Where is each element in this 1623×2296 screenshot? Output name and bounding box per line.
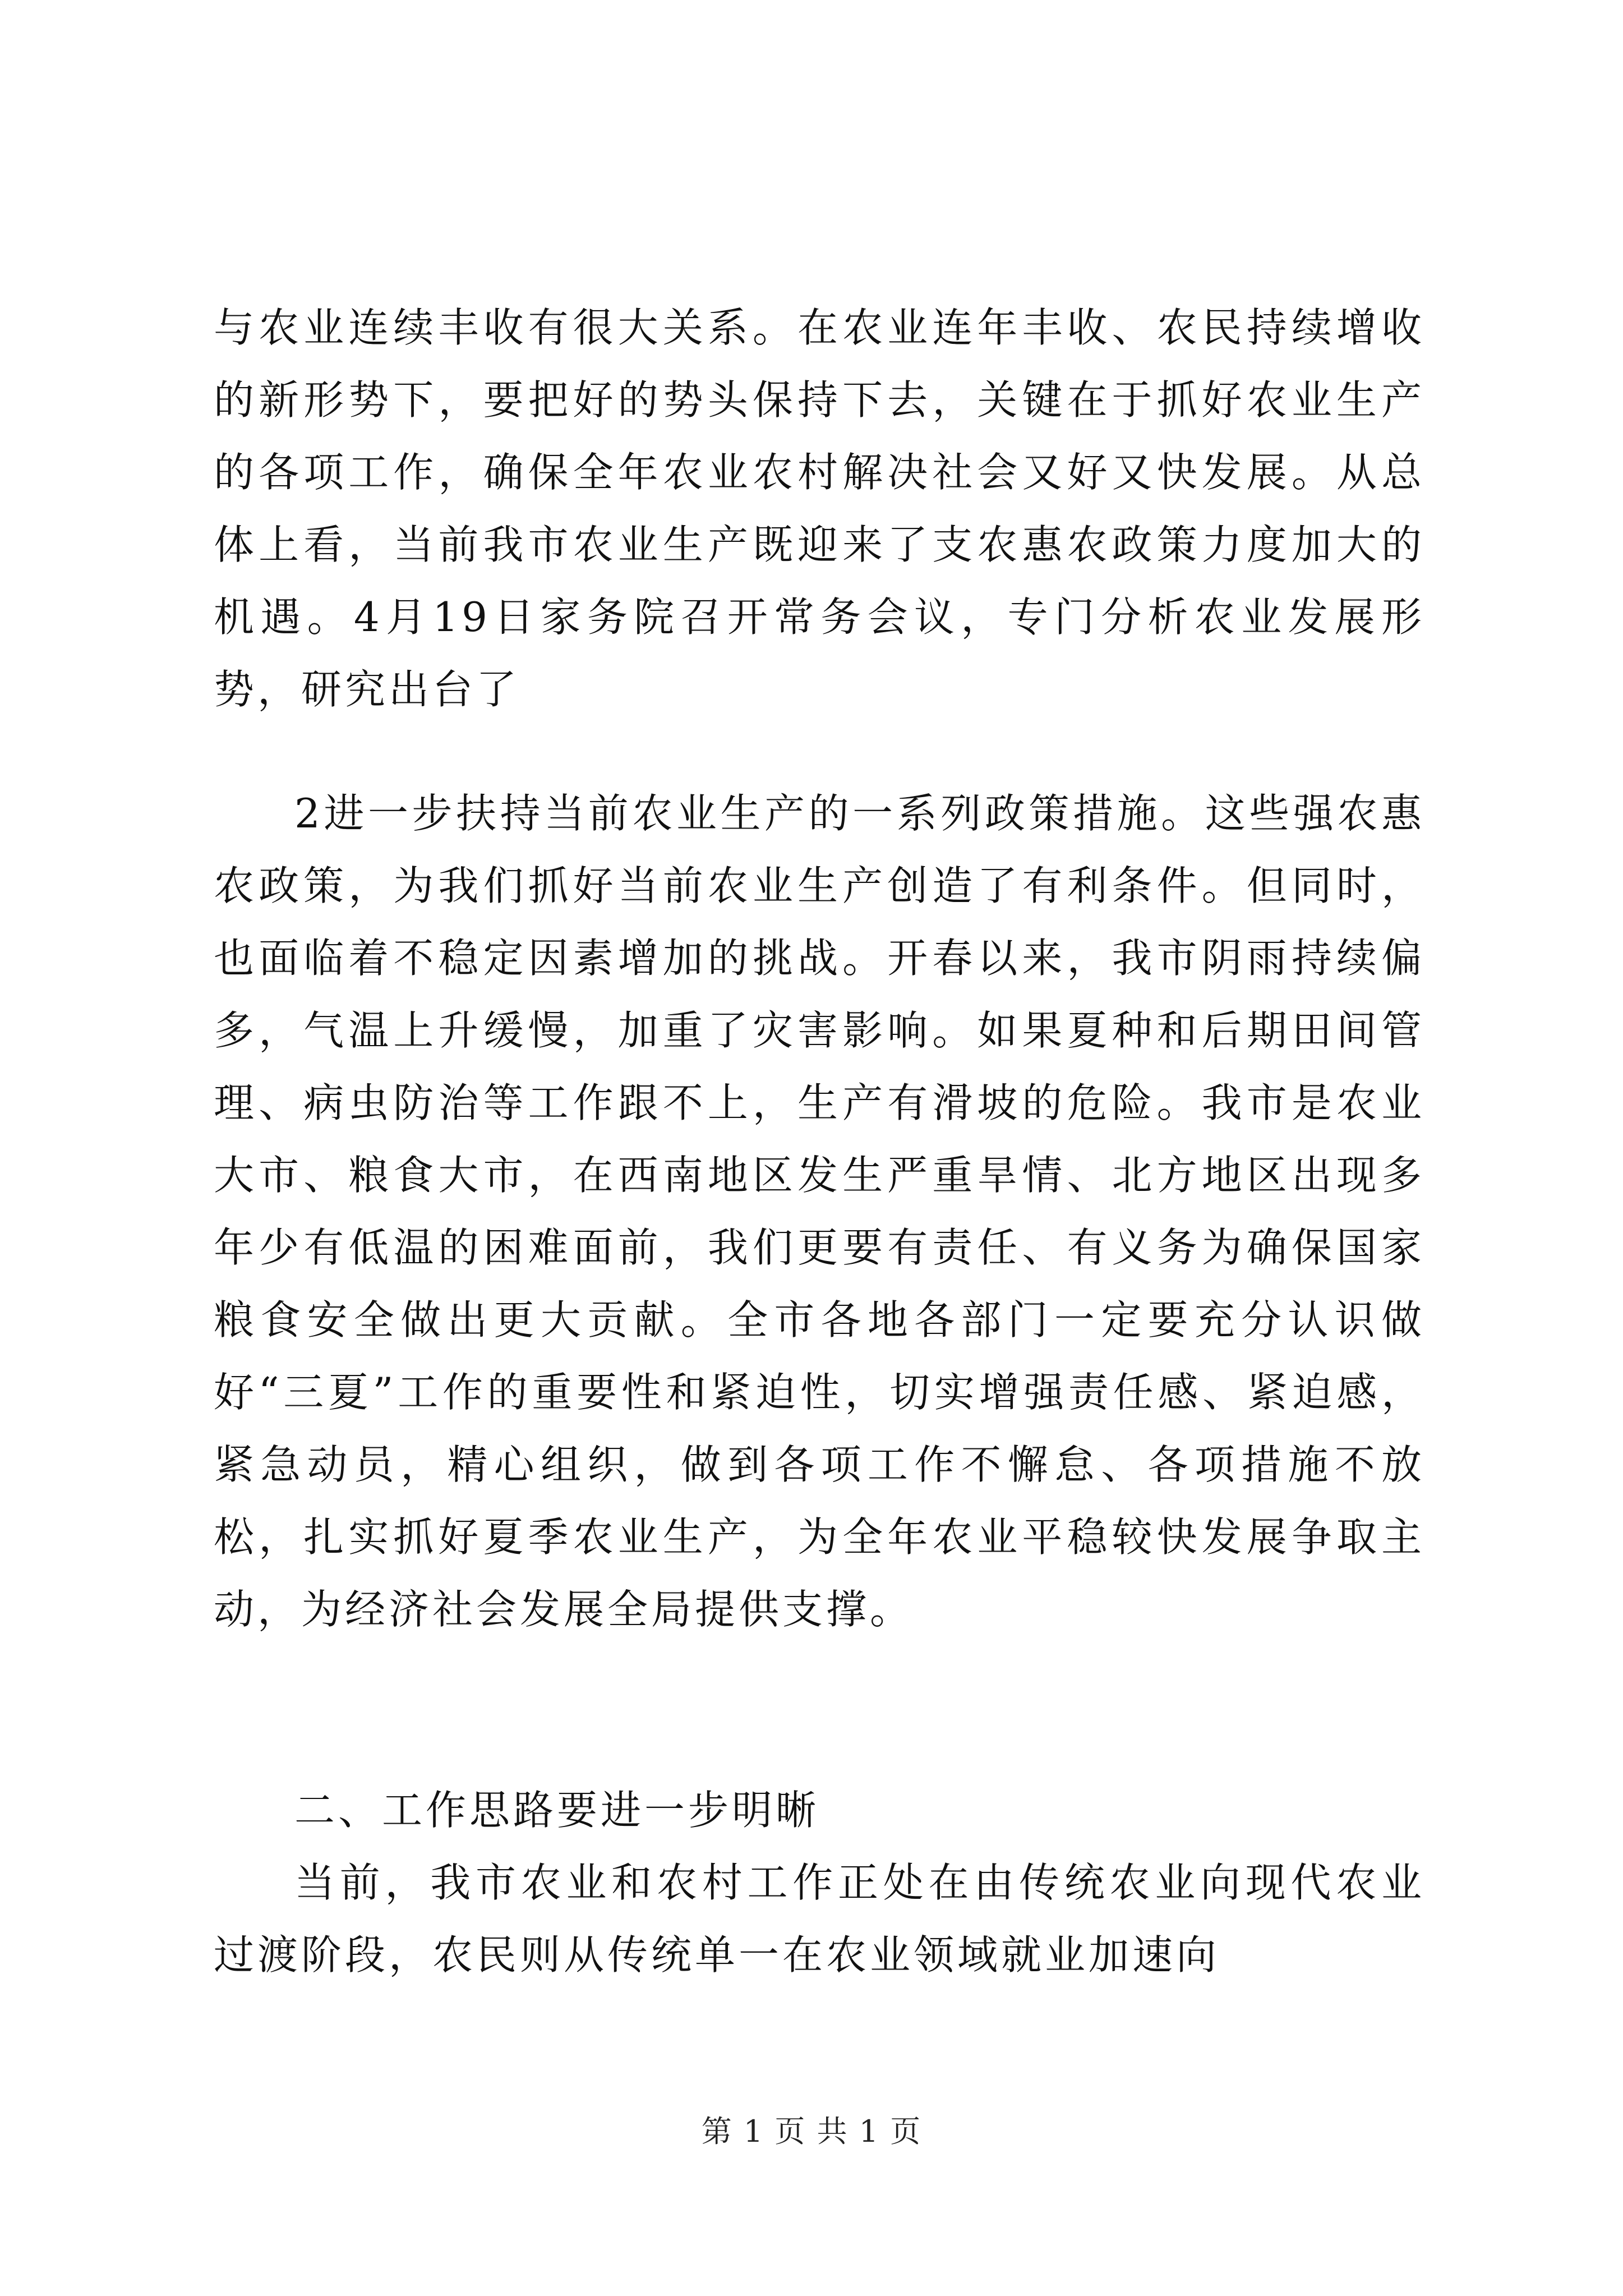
paragraph-policy-measures: 2进一步扶持当前农业生产的一系列政策措施。这些强农惠农政策，为我们抓好当前农业生产创造了有利条件。但同时，也面临着不稳定因素增加的挑战。开春以来，我市阴雨持续偏多，气温上升缓慢，加重了灾害影响。如果夏种和后期田间管理、病虫防治等工作跟不上，生产有滑坡的危险。我市是农业大市、粮食大市，在西南地区发生严重旱情、北方地区出现多年少有低温的困难面前，我们更要有责任、有义务为确保国家粮食安全做出更大贡献。全市各地各部门一定要充分认识做好“三夏”工作的重要性和紧迫性，切实增强责任感、紧迫感，紧急动员，精心组织，做到各项工作不懈怠、各项措施不放松，扎实抓好夏季农业生产，为全年农业平稳较快发展争取主动，为经济社会发展全局提供支撑。: [214, 790, 1425, 1633]
paragraph-current-stage: 当前，我市农业和农村工作正处在由传统农业向现代农业过渡阶段，农民则从传统单一在农业领域就业加速向: [214, 1859, 1425, 1978]
page-footer: 第 1 页 共 1 页: [701, 2114, 922, 2149]
section-heading: 二、工作思路要进一步明晰: [294, 1787, 820, 1834]
paragraph-continuation: 与农业连续丰收有很大关系。在农业连年丰收、农民持续增收的新形势下，要把好的势头保持下去，关键在于抓好农业生产的各项工作，确保全年农业农村解决社会又好又快发展。从总体上看，当前我市农业生产既迎来了支农惠农政策力度加大的机遇。4月19日家务院召开常务会议，专门分析农业发展形势，研究出台了: [214, 304, 1425, 713]
